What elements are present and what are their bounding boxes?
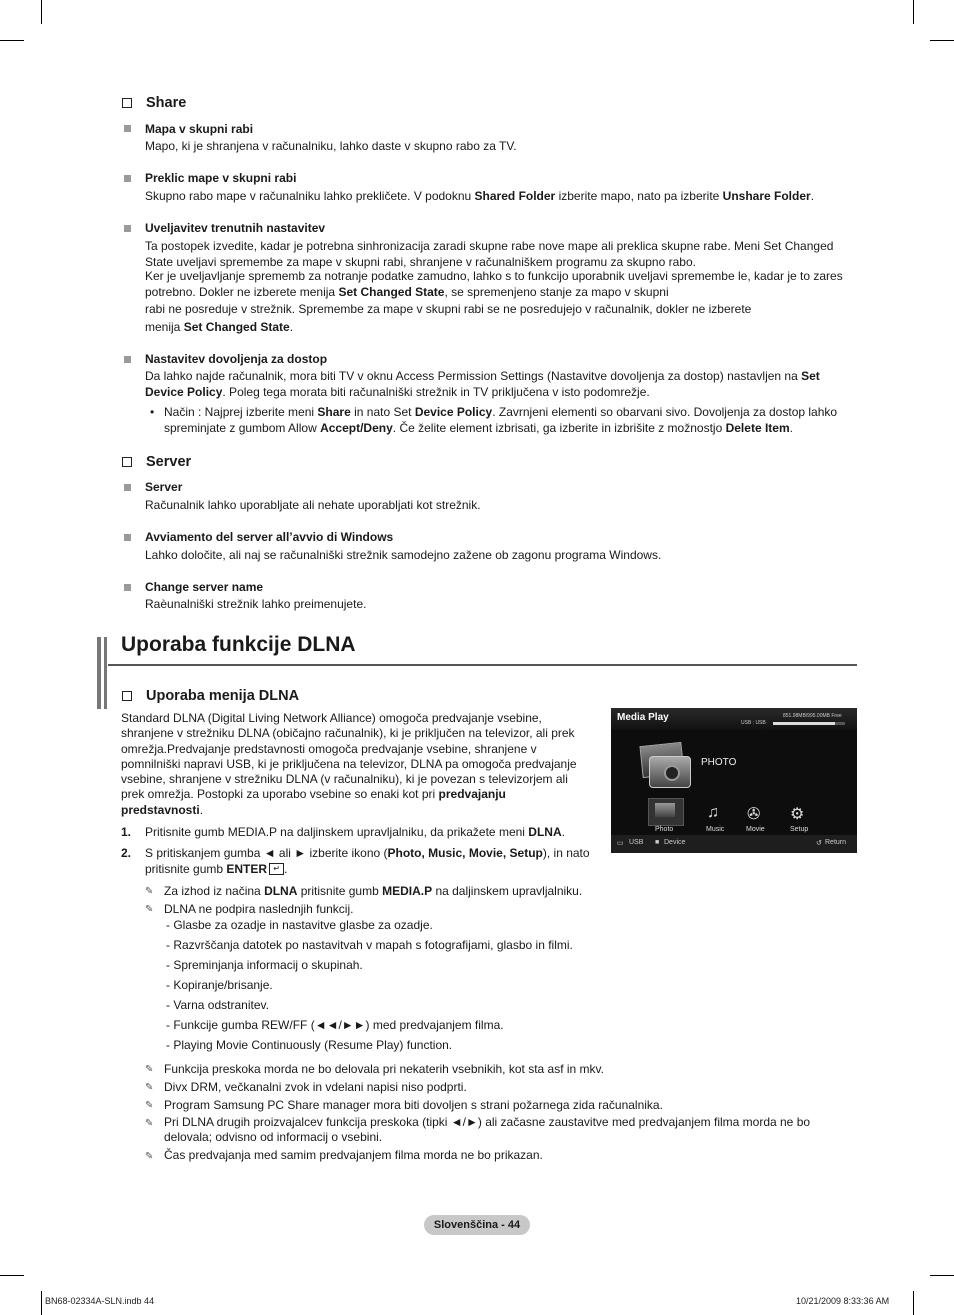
crop-mark: [913, 0, 914, 24]
unsupported-item: - Varna odstranitev.: [166, 998, 269, 1012]
dot-bullet-icon: •: [150, 405, 155, 419]
note-text: Divx DRM, večkanalni zvok in vdelani napisi niso podprti.: [164, 1080, 467, 1094]
tv-icon-label: Music: [706, 826, 725, 833]
camera-lens-icon: [664, 765, 680, 781]
tv-icon-label: Setup: [790, 826, 809, 833]
tv-photo-tile[interactable]: [648, 798, 684, 826]
note-icon: ✎: [145, 1082, 154, 1093]
note-text: Za izhod iz načina DLNA pritisnite gumb MEDIA.P na daljinskem upravljalniku.: [164, 884, 583, 898]
tv-footer-return: Return: [825, 839, 847, 846]
tv-footer-device: Device: [664, 839, 686, 846]
square-bullet-icon: [124, 175, 131, 182]
item-text: Mapo, ki je shranjena v računalniku, lahko daste v skupno rabo za TV.: [145, 139, 517, 153]
crop-mark: [41, 0, 42, 24]
note-text: Čas predvajanja med samim predvajanjem filma morda ne bo prikazan.: [164, 1148, 543, 1162]
unsupported-item: - Razvrščanja datotek po nastavitvah v mapah s fotografijami, glasbo in filmi.: [166, 938, 573, 952]
media-play-screenshot: [611, 708, 857, 853]
note-text: Program Samsung PC Share manager mora biti dovoljen s strani požarnega zida računalnika.: [164, 1098, 663, 1112]
note-text: Funkcija preskoka morda ne bo delovala pri nekaterih vsebnikih, kot sta asf in mkv.: [164, 1062, 604, 1076]
item-text: Raèunalniški strežnik lahko preimenujete.: [145, 597, 367, 611]
dlna-subheading: Uporaba menija DLNA: [122, 688, 299, 704]
square-bullet-icon: [124, 484, 131, 491]
item-text: Lahko določite, ali naj se računalniški strežnik samodejno zažene ob zagonu programa Windows.: [145, 548, 662, 562]
note-text: DLNA ne podpira naslednjih funkcij.: [164, 902, 354, 916]
tv-free-space: 851.98MB/995.00MB Free: [783, 713, 842, 719]
tv-category-label: PHOTO: [701, 757, 737, 768]
item-title: Nastavitev dovoljenja za dostop: [145, 352, 328, 366]
step-number: 1.: [121, 825, 132, 839]
item-text: menija Set Changed State.: [145, 320, 294, 334]
item-subtext: Način : Najprej izberite meni Share in nato Set Device Policy. Zavrnjeni elementi so obarvani sivo. Dovoljenja za dostop lahko spreminjate z gumbom Allow Accept/Deny. Če želite element izbrisati, ga izberite in izbrišite z možnostjo Delete Item.: [164, 405, 838, 435]
tv-title: Media Play: [617, 712, 669, 723]
note-icon: ✎: [145, 904, 154, 915]
checkbox-icon: [122, 98, 132, 108]
photo-icon: [655, 803, 675, 817]
crop-mark: [930, 1275, 954, 1276]
share-heading: Share: [122, 95, 186, 111]
tv-storage-fill: [773, 722, 835, 725]
note-icon: ✎: [145, 1151, 154, 1162]
square-bullet-icon: [124, 225, 131, 232]
item-text: Ker je uveljavljanje sprememb za notranje podatke zamudno, lahko s to funkcijo uporabnik uveljavi spremembe le, kadar je to zares potrebno. Dokler ne izberete menija Set Changed State, se spremenjeno stanje za mapo v skupni: [145, 269, 843, 299]
crop-mark: [913, 1291, 914, 1315]
note-icon: ✎: [145, 886, 154, 897]
step-text: S pritiskanjem gumba ◄ ali ► izberite ikono (Photo, Music, Movie, Setup), in nato pritisnite gumb ENTER ↵ .: [145, 846, 590, 876]
tv-icon-label: Movie: [746, 826, 765, 833]
square-bullet-icon: [124, 534, 131, 541]
step-text: Pritisnite gumb MEDIA.P na daljinskem upravljalniku, da prikažete meni DLNA.: [145, 825, 565, 839]
setup-icon[interactable]: ⚙: [790, 806, 805, 823]
camera-icon: [649, 756, 691, 788]
unsupported-item: - Funkcije gumba REW/FF (◄◄/►►) med predvajanjem filma.: [166, 1018, 504, 1032]
note-icon: ✎: [145, 1118, 154, 1129]
item-text: Da lahko najde računalnik, mora biti TV v oknu Access Permission Settings (Nastavitve dovoljenja za dostop) nastavljen na Set Device Policy. Poleg tega morata biti računalniški strežnik in TV priključena v isto podomrežje.: [145, 369, 820, 399]
server-heading: Server: [122, 454, 191, 470]
unsupported-item: - Playing Movie Continuously (Resume Play) function.: [166, 1038, 453, 1052]
movie-icon[interactable]: ✇: [747, 806, 761, 823]
note-icon: ✎: [145, 1064, 154, 1075]
tv-icon-label: Photo: [655, 826, 674, 833]
file-imprint: BN68-02334A-SLN.indb 44: [45, 1296, 155, 1306]
device-icon: ■: [655, 839, 660, 846]
tv-footer: [611, 835, 857, 853]
crop-mark: [41, 1291, 42, 1315]
section-marker: [97, 637, 101, 709]
enter-icon: ↵: [269, 863, 284, 875]
unsupported-item: - Kopiranje/brisanje.: [166, 978, 273, 992]
note-icon: ✎: [145, 1100, 154, 1111]
item-title: Change server name: [145, 580, 264, 594]
dlna-intro: Standard DLNA (Digital Living Network Alliance) omogoča predvajanje vsebine, shranjene v strežniku DLNA (običajno računalnik), ki je priključen na televizor, ali prek omrežja.Predvajanje predstavnosti omogoča predvajanje vsebine, shranjene v pomnilniški napravi USB, ki je priključena na televizor, DLNA pa omogoča predvajanje vsebine, shranjene v strežniku DLNA (v računalniku), ki je povezan s televizorjem ali prek omrežja. Postopki za uporabo vsebine so enaki kot pri predvajanju predstavnosti.: [121, 711, 577, 817]
item-title: Preklic mape v skupni rabi: [145, 171, 297, 185]
unsupported-item: - Glasbe za ozadje in nastavitve glasbe za ozadje.: [166, 918, 433, 932]
section-rule: [108, 664, 857, 666]
item-text: Računalnik lahko uporabljate ali nehate uporabljati kot strežnik.: [145, 498, 481, 512]
square-bullet-icon: [124, 125, 131, 132]
item-text: Ta postopek izvedite, kadar je potrebna sinhronizacija zaradi skupne rabe nove mape ali preklica skupne rabe. Meni Set Changed State uveljavi spremembe za mape v skupni rabi, shranjene v računalniškem programu za skupno rabo.: [145, 239, 834, 269]
item-text: rabi ne posreduje v strežnik. Spremembe za mape v skupni rabi se ne posredujejo v računalnik, dokler ne izberete: [145, 302, 752, 316]
unsupported-item: - Spreminjanja informacij o skupinah.: [166, 958, 363, 972]
square-bullet-icon: [124, 584, 131, 591]
item-title: Uveljavitev trenutnih nastavitev: [145, 221, 326, 235]
crop-mark: [0, 40, 24, 41]
item-text: Skupno rabo mape v računalniku lahko prekličete. V podoknu Shared Folder izberite mapo, nato pa izberite Unshare Folder.: [145, 189, 815, 203]
checkbox-icon: [122, 691, 132, 701]
square-bullet-icon: [124, 356, 131, 363]
usb-icon: ▭: [617, 840, 624, 847]
item-title: Mapa v skupni rabi: [145, 122, 254, 136]
page-number: Slovenščina - 44: [424, 1215, 530, 1235]
crop-mark: [0, 1275, 24, 1276]
date-imprint: 10/21/2009 8:33:36 AM: [796, 1296, 890, 1306]
music-icon[interactable]: ♫: [707, 804, 719, 821]
tv-usb-label: USB : USB: [741, 720, 766, 726]
item-title: Server: [145, 480, 183, 494]
section-title: Uporaba funkcije DLNA: [121, 633, 356, 656]
checkbox-icon: [122, 457, 132, 467]
note-text: Pri DLNA drugih proizvajalcev funkcija preskoka (tipki ◄/►) ali začasne zaustavitve med predvajanjem filma morda ne bo delovala; odvisno od informacij o vsebini.: [164, 1115, 811, 1144]
section-marker: [104, 637, 107, 709]
return-icon: ↺: [816, 840, 822, 847]
item-title: Avviamento del server all’avvio di Windows: [145, 530, 394, 544]
tv-storage-bar: [773, 722, 845, 725]
step-number: 2.: [121, 846, 132, 860]
tv-footer-usb: USB: [629, 839, 644, 846]
crop-mark: [930, 40, 954, 41]
